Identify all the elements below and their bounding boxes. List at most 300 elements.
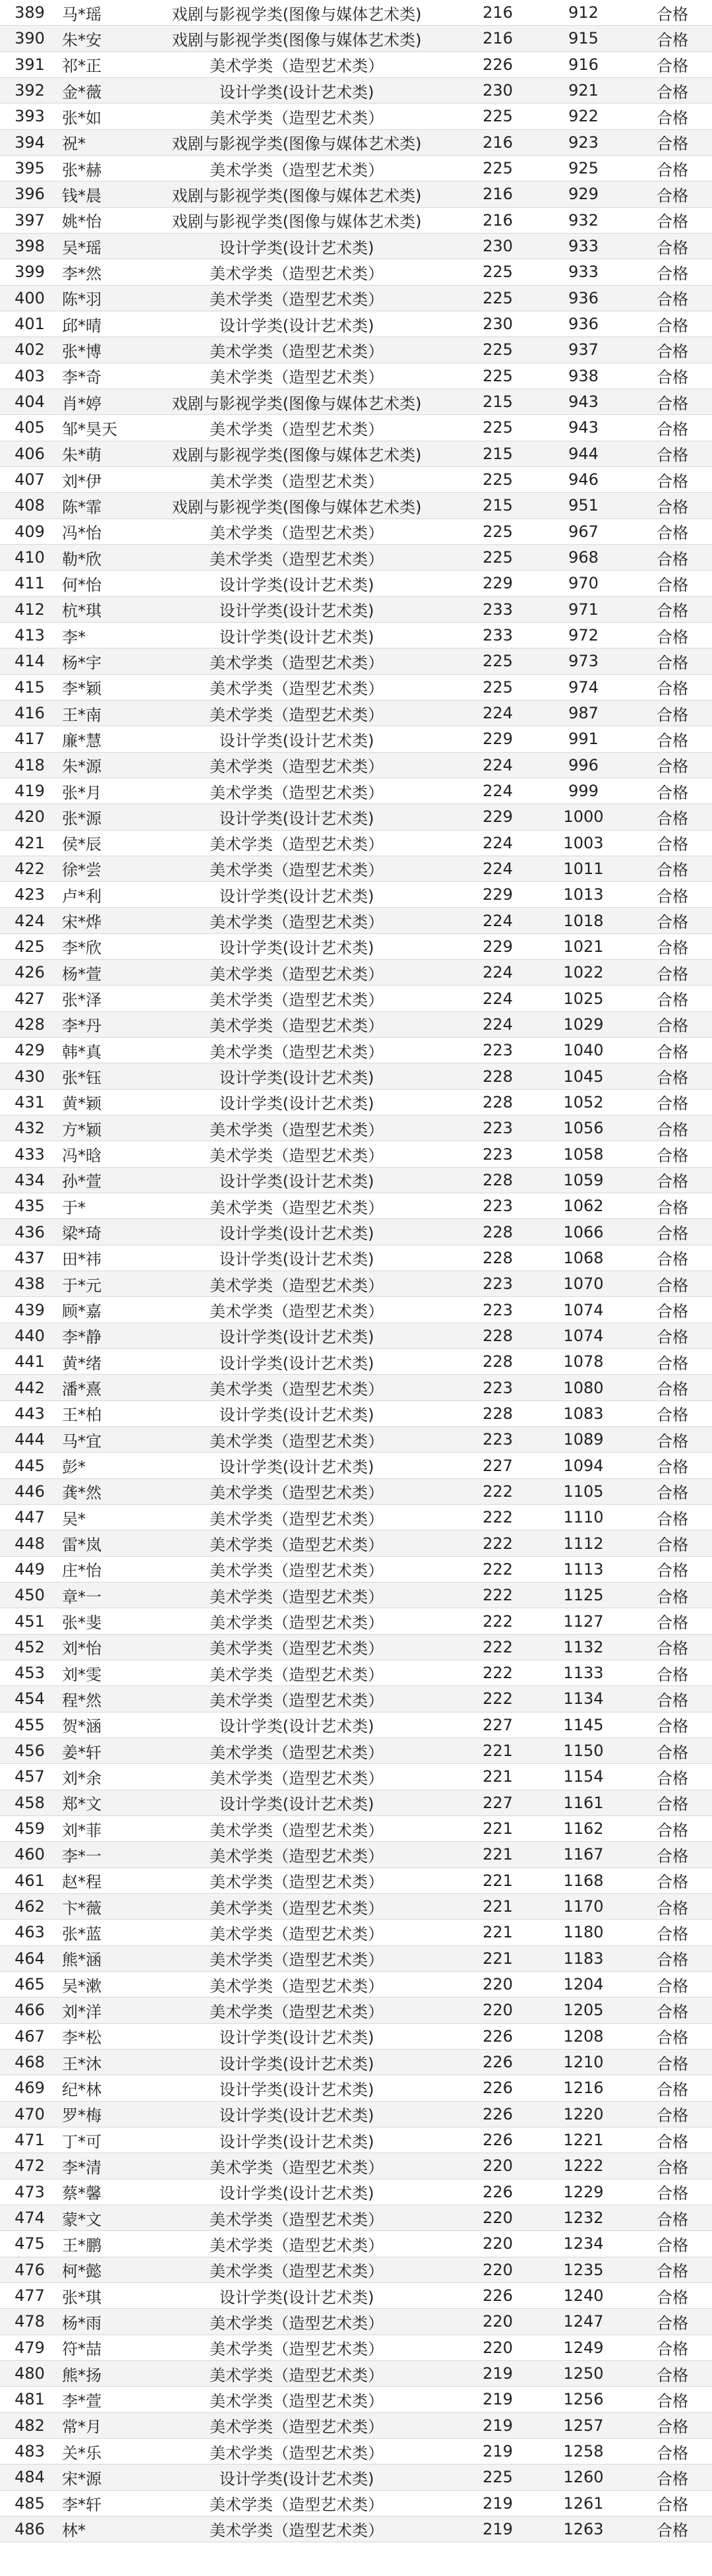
exam-score: 230 bbox=[483, 81, 513, 100]
row-number: 446 bbox=[15, 1482, 45, 1501]
row-number: 405 bbox=[15, 418, 45, 437]
major-category: 美术学类（造型艺术类） bbox=[210, 964, 384, 984]
student-name: 杨*宇 bbox=[62, 653, 102, 672]
exam-score: 225 bbox=[483, 418, 513, 437]
table-row bbox=[0, 2465, 712, 2490]
table-row bbox=[0, 2387, 712, 2412]
table-row bbox=[0, 1297, 712, 1323]
rank: 932 bbox=[568, 210, 599, 230]
student-name: 李*欣 bbox=[62, 939, 102, 958]
result-status: 合格 bbox=[657, 524, 688, 543]
major-category: 美术学类（造型艺术类） bbox=[210, 2418, 384, 2437]
row-number: 390 bbox=[15, 29, 45, 48]
table-row bbox=[0, 337, 712, 363]
student-name: 赵*程 bbox=[62, 1873, 102, 1892]
exam-score: 225 bbox=[483, 288, 513, 307]
student-name: 卞*薇 bbox=[62, 1899, 102, 1918]
result-status: 合格 bbox=[657, 472, 688, 491]
student-name: 方*颖 bbox=[62, 1120, 102, 1139]
major-category: 美术学类（造型艺术类） bbox=[210, 550, 384, 569]
rank: 1029 bbox=[563, 1015, 604, 1034]
row-number: 412 bbox=[15, 600, 45, 619]
row-number: 425 bbox=[15, 937, 45, 956]
major-category: 设计学类(设计艺术类) bbox=[219, 1069, 374, 1088]
row-number: 443 bbox=[15, 1404, 45, 1423]
table-row bbox=[0, 1090, 712, 1115]
result-status: 合格 bbox=[657, 1924, 688, 1943]
major-category: 美术学类（造型艺术类） bbox=[210, 1951, 384, 1970]
major-category: 戏剧与影视学类(图像与媒体艺术类) bbox=[171, 30, 422, 49]
result-status: 合格 bbox=[657, 835, 688, 854]
major-category: 设计学类(设计艺术类) bbox=[219, 627, 374, 646]
rank: 1222 bbox=[563, 2156, 604, 2176]
rank: 912 bbox=[568, 3, 599, 22]
table-row bbox=[0, 908, 712, 933]
major-category: 美术学类（造型艺术类） bbox=[210, 653, 384, 672]
rank: 1127 bbox=[563, 1612, 604, 1631]
student-name: 陈*霏 bbox=[62, 497, 102, 517]
major-category: 设计学类(设计艺术类) bbox=[219, 2028, 374, 2048]
rank: 1220 bbox=[563, 2104, 604, 2123]
table-row bbox=[0, 1712, 712, 1738]
rank: 1216 bbox=[563, 2079, 604, 2098]
row-number: 403 bbox=[15, 366, 45, 385]
exam-score: 225 bbox=[483, 107, 513, 126]
rank: 1250 bbox=[563, 2364, 604, 2383]
result-status: 合格 bbox=[657, 1147, 688, 1166]
row-number: 475 bbox=[15, 2234, 45, 2253]
rank: 923 bbox=[568, 133, 599, 152]
row-number: 421 bbox=[15, 833, 45, 852]
table-row bbox=[0, 1997, 712, 2023]
major-category: 美术学类（造型艺术类） bbox=[210, 1484, 384, 1503]
student-name: 刘*余 bbox=[62, 1769, 102, 1788]
table-row bbox=[0, 701, 712, 726]
rank: 971 bbox=[568, 600, 599, 619]
result-status: 合格 bbox=[657, 1250, 688, 1269]
major-category: 美术学类（造型艺术类） bbox=[210, 2521, 384, 2540]
result-status: 合格 bbox=[657, 1458, 688, 1477]
student-name: 张*琪 bbox=[62, 2288, 102, 2307]
table-row bbox=[0, 1063, 712, 1089]
major-category: 美术学类（造型艺术类） bbox=[210, 1017, 384, 1036]
result-status: 合格 bbox=[657, 1795, 688, 1814]
result-status: 合格 bbox=[657, 2469, 688, 2488]
result-status: 合格 bbox=[657, 368, 688, 387]
exam-score: 226 bbox=[483, 2053, 513, 2072]
result-status: 合格 bbox=[657, 2080, 688, 2099]
row-number: 441 bbox=[15, 1352, 45, 1371]
student-name: 雷*岚 bbox=[62, 1536, 102, 1555]
table-row bbox=[0, 1894, 712, 1920]
result-status: 合格 bbox=[657, 1769, 688, 1788]
student-name: 黄*绪 bbox=[62, 1354, 102, 1373]
student-name: 张*博 bbox=[62, 342, 102, 361]
table-row bbox=[0, 389, 712, 415]
student-name: 祝* bbox=[62, 135, 86, 154]
student-name: 吴* bbox=[62, 1509, 86, 1528]
student-name: 马*宜 bbox=[62, 1431, 102, 1451]
table-row bbox=[0, 1012, 712, 1038]
exam-score: 216 bbox=[483, 185, 513, 204]
exam-score: 223 bbox=[483, 1197, 513, 1216]
major-category: 美术学类（造型艺术类） bbox=[210, 2236, 384, 2255]
student-name: 宋*源 bbox=[62, 2469, 102, 2488]
major-category: 戏剧与影视学类(图像与媒体艺术类) bbox=[171, 186, 422, 205]
table-row bbox=[0, 1505, 712, 1530]
rank: 936 bbox=[568, 288, 599, 307]
exam-score: 229 bbox=[483, 937, 513, 956]
rank: 1125 bbox=[563, 1586, 604, 1605]
student-name: 王*鹏 bbox=[62, 2236, 102, 2255]
result-status: 合格 bbox=[657, 575, 688, 594]
result-status: 合格 bbox=[657, 264, 688, 283]
rank: 1110 bbox=[563, 1508, 604, 1527]
result-status: 合格 bbox=[657, 497, 688, 517]
result-status: 合格 bbox=[657, 2184, 688, 2203]
table-row bbox=[0, 181, 712, 207]
result-status: 合格 bbox=[657, 939, 688, 958]
student-name: 黄*颖 bbox=[62, 1094, 102, 1114]
student-name: 勒*欣 bbox=[62, 550, 102, 569]
major-category: 美术学类（造型艺术类） bbox=[210, 1769, 384, 1788]
student-name: 钱*晨 bbox=[62, 186, 102, 205]
rank: 968 bbox=[568, 548, 599, 567]
rank: 974 bbox=[568, 677, 599, 697]
rank: 1066 bbox=[563, 1222, 604, 1241]
exam-score: 219 bbox=[483, 2519, 513, 2538]
exam-score: 216 bbox=[483, 3, 513, 22]
student-name: 纪*林 bbox=[62, 2080, 102, 2099]
result-status: 合格 bbox=[657, 1276, 688, 1295]
rank: 1105 bbox=[563, 1482, 604, 1501]
rank: 1258 bbox=[563, 2442, 604, 2461]
row-number: 396 bbox=[15, 185, 45, 204]
rank: 1154 bbox=[563, 1767, 604, 1786]
exam-score: 223 bbox=[483, 1378, 513, 1397]
row-number: 474 bbox=[15, 2209, 45, 2228]
row-number: 462 bbox=[15, 1897, 45, 1916]
rank: 925 bbox=[568, 159, 599, 178]
result-status: 合格 bbox=[657, 627, 688, 646]
result-status: 合格 bbox=[657, 1017, 688, 1036]
table-row bbox=[0, 571, 712, 596]
exam-score: 216 bbox=[483, 29, 513, 48]
rank: 1013 bbox=[563, 885, 604, 904]
table-row bbox=[0, 441, 712, 467]
row-number: 450 bbox=[15, 1586, 45, 1605]
rank: 1235 bbox=[563, 2260, 604, 2279]
major-category: 美术学类（造型艺术类） bbox=[210, 2158, 384, 2177]
table-row bbox=[0, 2205, 712, 2231]
rank: 1247 bbox=[563, 2312, 604, 2331]
table-row bbox=[0, 104, 712, 129]
rank: 1145 bbox=[563, 1715, 604, 1734]
table-row bbox=[0, 675, 712, 701]
student-name: 刘*伊 bbox=[62, 472, 102, 491]
exam-score: 224 bbox=[483, 859, 513, 878]
table-row bbox=[0, 52, 712, 78]
row-number: 430 bbox=[15, 1067, 45, 1086]
exam-score: 228 bbox=[483, 1326, 513, 1345]
row-number: 464 bbox=[15, 1949, 45, 1968]
row-number: 485 bbox=[15, 2494, 45, 2513]
result-status: 合格 bbox=[657, 757, 688, 776]
exam-score: 223 bbox=[483, 1119, 513, 1138]
exam-score: 219 bbox=[483, 2364, 513, 2383]
rank: 999 bbox=[568, 782, 599, 800]
row-number: 468 bbox=[15, 2053, 45, 2072]
row-number: 436 bbox=[15, 1222, 45, 1241]
student-name: 李*然 bbox=[62, 264, 102, 283]
major-category: 设计学类(设计艺术类) bbox=[219, 1094, 374, 1114]
row-number: 418 bbox=[15, 755, 45, 774]
student-name: 韩*真 bbox=[62, 1042, 102, 1061]
result-status: 合格 bbox=[657, 2391, 688, 2410]
major-category: 设计学类(设计艺术类) bbox=[219, 731, 374, 750]
student-name: 张*源 bbox=[62, 809, 102, 828]
row-number: 426 bbox=[15, 963, 45, 982]
exam-score: 223 bbox=[483, 1145, 513, 1164]
major-category: 美术学类（造型艺术类） bbox=[210, 1873, 384, 1892]
result-status: 合格 bbox=[657, 2521, 688, 2540]
rank: 1180 bbox=[563, 1923, 604, 1942]
result-status: 合格 bbox=[657, 420, 688, 439]
exam-score: 216 bbox=[483, 210, 513, 230]
major-category: 设计学类(设计艺术类) bbox=[219, 1328, 374, 1347]
exam-score: 226 bbox=[483, 2079, 513, 2098]
row-number: 408 bbox=[15, 496, 45, 515]
exam-score: 225 bbox=[483, 2468, 513, 2487]
rank: 1074 bbox=[563, 1326, 604, 1345]
result-status: 合格 bbox=[657, 290, 688, 309]
table-row bbox=[0, 1245, 712, 1271]
rank: 915 bbox=[568, 29, 599, 48]
result-status: 合格 bbox=[657, 1691, 688, 1710]
exam-score: 215 bbox=[483, 496, 513, 515]
major-category: 美术学类（造型艺术类） bbox=[210, 108, 384, 127]
rank: 1113 bbox=[563, 1559, 604, 1579]
rank: 1040 bbox=[563, 1041, 604, 1060]
exam-score: 223 bbox=[483, 1430, 513, 1449]
exam-score: 228 bbox=[483, 1248, 513, 1267]
exam-score: 224 bbox=[483, 755, 513, 774]
rank: 987 bbox=[568, 704, 599, 723]
result-status: 合格 bbox=[657, 1639, 688, 1658]
student-name: 李*松 bbox=[62, 2028, 102, 2048]
table-row bbox=[0, 726, 712, 752]
exam-score: 220 bbox=[483, 1975, 513, 1994]
table-row bbox=[0, 2491, 712, 2517]
exam-score: 228 bbox=[483, 1092, 513, 1112]
rank: 1234 bbox=[563, 2234, 604, 2253]
major-category: 设计学类(设计艺术类) bbox=[219, 2288, 374, 2307]
table-row bbox=[0, 778, 712, 804]
major-category: 美术学类（造型艺术类） bbox=[210, 2391, 384, 2410]
exam-score: 219 bbox=[483, 2390, 513, 2409]
result-status: 合格 bbox=[657, 602, 688, 621]
exam-score: 220 bbox=[483, 2156, 513, 2176]
student-name: 刘*怡 bbox=[62, 1639, 102, 1658]
table-row bbox=[0, 1193, 712, 1219]
row-number: 397 bbox=[15, 210, 45, 230]
exam-score: 222 bbox=[483, 1559, 513, 1579]
row-number: 452 bbox=[15, 1637, 45, 1656]
result-status: 合格 bbox=[657, 2340, 688, 2359]
row-number: 416 bbox=[15, 704, 45, 723]
result-status: 合格 bbox=[657, 2262, 688, 2281]
row-number: 392 bbox=[15, 81, 45, 100]
student-name: 李*一 bbox=[62, 1846, 102, 1866]
exam-score: 229 bbox=[483, 807, 513, 827]
row-number: 451 bbox=[15, 1612, 45, 1631]
major-category: 美术学类（造型艺术类） bbox=[210, 2443, 384, 2463]
rank: 943 bbox=[568, 418, 599, 437]
result-status: 合格 bbox=[657, 1328, 688, 1347]
exam-score: 222 bbox=[483, 1534, 513, 1553]
result-status: 合格 bbox=[657, 2028, 688, 2048]
table-row bbox=[0, 1686, 712, 1712]
exam-score: 224 bbox=[483, 704, 513, 723]
exam-score: 222 bbox=[483, 1637, 513, 1656]
result-status: 合格 bbox=[657, 1614, 688, 1632]
rank: 1232 bbox=[563, 2209, 604, 2228]
rank: 1074 bbox=[563, 1300, 604, 1319]
row-number: 435 bbox=[15, 1197, 45, 1216]
table-row bbox=[0, 2127, 712, 2153]
student-name: 章*一 bbox=[62, 1587, 102, 1606]
result-status: 合格 bbox=[657, 2132, 688, 2151]
row-number: 467 bbox=[15, 2026, 45, 2046]
table-row bbox=[0, 2309, 712, 2335]
row-number: 393 bbox=[15, 107, 45, 126]
student-name: 金*薇 bbox=[62, 82, 102, 102]
result-status: 合格 bbox=[657, 135, 688, 154]
rank: 921 bbox=[568, 81, 599, 100]
result-status: 合格 bbox=[657, 2418, 688, 2437]
row-number: 476 bbox=[15, 2260, 45, 2279]
result-status: 合格 bbox=[657, 964, 688, 984]
student-name: 柯*懿 bbox=[62, 2262, 102, 2281]
table-row bbox=[0, 1816, 712, 1842]
row-number: 455 bbox=[15, 1715, 45, 1734]
row-number: 457 bbox=[15, 1767, 45, 1786]
rank: 1058 bbox=[563, 1145, 604, 1164]
row-number: 471 bbox=[15, 2131, 45, 2150]
major-category: 美术学类（造型艺术类） bbox=[210, 1536, 384, 1555]
major-category: 美术学类（造型艺术类） bbox=[210, 1691, 384, 1710]
rank: 973 bbox=[568, 652, 599, 671]
row-number: 472 bbox=[15, 2156, 45, 2176]
major-category: 美术学类（造型艺术类） bbox=[210, 861, 384, 880]
rank: 1204 bbox=[563, 1975, 604, 1994]
row-number: 413 bbox=[15, 626, 45, 645]
exam-score: 221 bbox=[483, 1923, 513, 1942]
table-row bbox=[0, 1920, 712, 1945]
result-status: 合格 bbox=[657, 212, 688, 232]
result-status: 合格 bbox=[657, 1536, 688, 1555]
rank: 922 bbox=[568, 107, 599, 126]
student-name: 常*月 bbox=[62, 2418, 102, 2437]
exam-score: 227 bbox=[483, 1456, 513, 1475]
exam-score: 223 bbox=[483, 1041, 513, 1060]
major-category: 美术学类（造型艺术类） bbox=[210, 1924, 384, 1943]
student-name: 罗*梅 bbox=[62, 2106, 102, 2125]
major-category: 设计学类(设计艺术类) bbox=[219, 2054, 374, 2073]
result-status: 合格 bbox=[657, 1354, 688, 1373]
major-category: 戏剧与影视学类(图像与媒体艺术类) bbox=[171, 394, 422, 413]
major-category: 美术学类（造型艺术类） bbox=[210, 835, 384, 854]
student-name: 吴*漱 bbox=[62, 1976, 102, 1995]
table-row bbox=[0, 2102, 712, 2127]
row-number: 410 bbox=[15, 548, 45, 567]
table-row bbox=[0, 1557, 712, 1583]
major-category: 美术学类（造型艺术类） bbox=[210, 1120, 384, 1139]
row-number: 439 bbox=[15, 1300, 45, 1319]
rank: 1022 bbox=[563, 963, 604, 982]
rank: 1221 bbox=[563, 2131, 604, 2150]
student-name: 祁*正 bbox=[62, 57, 102, 76]
table-row bbox=[0, 1349, 712, 1375]
row-number: 434 bbox=[15, 1170, 45, 1189]
row-number: 449 bbox=[15, 1559, 45, 1579]
row-number: 411 bbox=[15, 574, 45, 593]
major-category: 戏剧与影视学类(图像与媒体艺术类) bbox=[171, 135, 422, 154]
exam-score: 221 bbox=[483, 1819, 513, 1838]
major-category: 美术学类（造型艺术类） bbox=[210, 57, 384, 76]
student-name: 彭* bbox=[62, 1458, 86, 1477]
student-name: 李*轩 bbox=[62, 2496, 102, 2515]
exam-score: 222 bbox=[483, 1508, 513, 1527]
exam-score: 230 bbox=[483, 315, 513, 334]
student-name: 李*丹 bbox=[62, 1017, 102, 1036]
row-number: 406 bbox=[15, 444, 45, 463]
major-category: 设计学类(设计艺术类) bbox=[219, 238, 374, 257]
student-name: 杨*雨 bbox=[62, 2313, 102, 2333]
exam-score: 224 bbox=[483, 1015, 513, 1034]
rank: 1210 bbox=[563, 2053, 604, 2072]
table-row bbox=[0, 1842, 712, 1868]
row-number: 414 bbox=[15, 652, 45, 671]
major-category: 美术学类（造型艺术类） bbox=[210, 524, 384, 543]
rank: 1070 bbox=[563, 1274, 604, 1294]
exam-score: 223 bbox=[483, 1274, 513, 1294]
major-category: 美术学类（造型艺术类） bbox=[210, 420, 384, 439]
exam-score: 233 bbox=[483, 600, 513, 619]
result-status: 合格 bbox=[657, 2443, 688, 2463]
rank: 1150 bbox=[563, 1742, 604, 1761]
student-name: 张*斐 bbox=[62, 1614, 102, 1632]
exam-score: 221 bbox=[483, 1845, 513, 1864]
major-category: 美术学类（造型艺术类） bbox=[210, 1276, 384, 1295]
exam-score: 226 bbox=[483, 2104, 513, 2123]
exam-score: 228 bbox=[483, 1352, 513, 1371]
table-row bbox=[0, 1635, 712, 1660]
exam-score: 224 bbox=[483, 911, 513, 930]
row-number: 473 bbox=[15, 2182, 45, 2201]
table-row bbox=[0, 1453, 712, 1478]
row-number: 447 bbox=[15, 1508, 45, 1527]
table-row bbox=[0, 130, 712, 156]
row-number: 458 bbox=[15, 1793, 45, 1812]
row-number: 389 bbox=[15, 3, 45, 22]
table-row bbox=[0, 2180, 712, 2205]
table-row bbox=[0, 208, 712, 234]
student-name: 潘*熹 bbox=[62, 1380, 102, 1399]
exam-score: 225 bbox=[483, 652, 513, 671]
student-name: 何*怡 bbox=[62, 575, 102, 594]
row-number: 456 bbox=[15, 1742, 45, 1761]
